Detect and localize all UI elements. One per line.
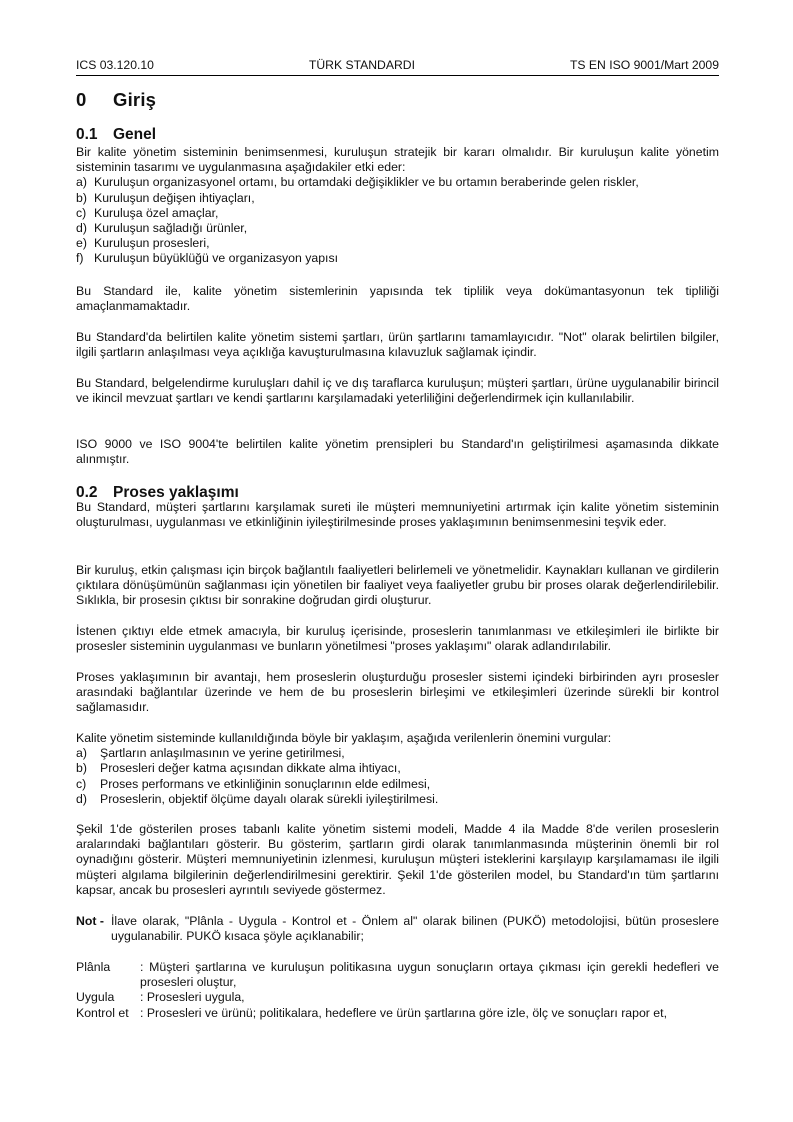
process-paragraph-5: Kalite yönetim sisteminde kullanıldığında böyle bir yaklaşım, aşağıda verilenlerin önemini vurgular: bbox=[76, 731, 612, 745]
pdca-label: Uygula bbox=[76, 990, 115, 1005]
general-paragraph-3: Bu Standard, belgelendirme kuruluşları dahil iç ve dış taraflarca kuruluşun; müşteri şartları, ürüne uygulanabilir birincil ve ikincil mevzuat şartları ve kendi şartlarını karşılamadaki yeterliliğini değerlendirmek için kullanılabilir. bbox=[76, 376, 719, 406]
list-item: b) Prosesleri değer katma açısından dikkate alma ihtiyacı, bbox=[76, 761, 401, 776]
general-intro-block bbox=[76, 145, 719, 267]
section-title: Genel bbox=[113, 126, 157, 143]
general-intro-paragraph: Bir kalite yönetim sisteminin benimsenmesi, kuruluşun stratejik bir kararı olmalıdır. Bir kuruluşun kalite yönetim sisteminin tasarımı ve uygulanmasına aşağıdakiler etki eder: bbox=[76, 145, 719, 175]
process-paragraph-2: Bir kuruluş, etkin çalışması için birçok bağlantılı faaliyetleri belirlemeli ve yönetmelidir. Kaynakları kullanan ve girdilerin çıktılara dönüşümünün sağlanması için yönetilen bir faaliyet veya faaliyetler grubu bir proses olarak değerlendirilebilir. Sıklıkla, bir prosesin çıktısı bir sonrakine doğrudan girdi oluşturur. bbox=[76, 563, 719, 608]
process-paragraph-4: Proses yaklaşımının bir avantajı, hem proseslerin oluşturduğu prosesler sistemi içindeki birbirinden ayrı prosesler arasındaki bağlantılar üzerinde ve hem de bu proseslerin birleşimi ve etkileşimleri üzerinde sürekli bir kontrol sağlamasıdır. bbox=[76, 670, 719, 715]
general-paragraph-1: Bu Standard ile, kalite yönetim sistemlerinin yapısında tek tiplilik veya dokümantasyonun tek tipliliği amaçlanmamaktadır. bbox=[76, 284, 719, 314]
note-label: Not - bbox=[76, 914, 104, 928]
list-item: a) Şartların anlaşılmasının ve yerine getirilmesi, bbox=[76, 746, 345, 761]
header-standard-name: TÜRK STANDARDI bbox=[308, 58, 415, 72]
list-item: c) Kuruluşa özel amaçlar, bbox=[76, 205, 219, 220]
list-item: f) Kuruluşun büyüklüğü ve organizasyon yapısı bbox=[76, 251, 339, 266]
pdca-label: Plânla bbox=[76, 960, 111, 974]
process-paragraph-6: Şekil 1'de gösterilen proses tabanlı kalite yönetim sistemi modeli, Madde 4 ila Madde 8'de verilen proseslerin aralarındaki bağlantıları gösterir. Bu gösterim, şartların girdi olarak tanımlanmasında müşterinin önemli bir rol oynadığını gösterir. Müşteri memnuniyetinin izlenmesi, kuruluşun müşteri isteklerini karşılayıp karşılamaması ile ilgili müşteri algılama bilgilerinin değerlendirilmesini gerektirir. Şekil 1'de gösterilen model, bu Standard'ın tüm şartlarını kapsar, ancak bu prosesleri ayrıntılı seviyede göstermez. bbox=[76, 822, 719, 897]
pdca-text: : Prosesleri uygula, bbox=[140, 990, 245, 1005]
pdca-plan bbox=[76, 960, 719, 990]
list-item: b) Kuruluşun değişen ihtiyaçları, bbox=[76, 190, 255, 205]
general-paragraph-4: ISO 9000 ve ISO 9004'te belirtilen kalite yönetim prensipleri bu Standard'ın geliştirilmesi aşamasında dikkate alınmıştır. bbox=[76, 437, 719, 467]
section-number: 0.2 bbox=[76, 484, 98, 501]
list-item: a) Kuruluşun organizasyonel ortamı, bu ortamdaki değişiklikler ve bu ortamın beraberinde gelen riskler, bbox=[76, 175, 639, 190]
header-standard-id: TS EN ISO 9001/Mart 2009 bbox=[569, 58, 719, 72]
general-paragraph-2: Bu Standard'da belirtilen kalite yönetim sistemi şartları, ürün şartlarını tamamlayıcıdır. "Not" olarak belirtilen bilgiler, ilgili şartların anlaşılması veya açıklığa kavuşturulmasına kılavuzluk sağlamak içindir. bbox=[76, 330, 719, 360]
pdca-definitions bbox=[76, 960, 719, 1021]
list-item: d) Kuruluşun sağladığı ürünler, bbox=[76, 221, 248, 236]
pdca-do bbox=[76, 990, 719, 1005]
process-paragraph-1: Bu Standard, müşteri şartlarını karşılamak sureti ile müşteri memnuniyetini artırmak için kalite yönetim sisteminin oluşturulması, uygulanması ve etkinliğinin iyileştirilmesinde proses yaklaşımının benimsenmesini teşvik eder. bbox=[76, 500, 719, 530]
page-header bbox=[76, 58, 719, 76]
section-heading-general bbox=[76, 126, 156, 144]
pdca-text: : Prosesleri ve ürünü; politikalara, hedeflere ve ürün şartlarına göre izle, ölç ve sonuçları rapor et, bbox=[140, 1005, 667, 1020]
pdca-check bbox=[76, 1006, 719, 1021]
list-item: c) Proses performans ve etkinliğinin sonuçlarının elde edilmesi, bbox=[76, 776, 431, 791]
section-title: Proses yaklaşımı bbox=[113, 484, 239, 501]
section-title: Giriş bbox=[113, 89, 157, 110]
process-paragraph-3: İstenen çıktıyı elde etmek amacıyla, bir kuruluş içerisinde, proseslerin tanımlanması ve etkileşimleri ile birlikte bir prosesler sisteminin uygulanması ve bunların yönetilmesi "proses yaklaşımı" olarak adlandırılabilir. bbox=[76, 624, 719, 654]
pdca-note bbox=[76, 914, 719, 944]
section-number: 0.1 bbox=[76, 126, 98, 143]
general-factors-list bbox=[76, 175, 719, 266]
header-ics-code: ICS 03.120.10 bbox=[76, 58, 154, 72]
process-emphasis-block bbox=[76, 731, 719, 807]
list-item: e) Kuruluşun prosesleri, bbox=[76, 236, 210, 251]
section-heading-introduction bbox=[76, 89, 156, 111]
pdca-text: : Müşteri şartlarına ve kuruluşun politikasına uygun sonuçların ortaya çıkması için gerekli hedefleri ve prosesleri oluştur, bbox=[140, 960, 719, 990]
pdca-label: Kontrol et bbox=[76, 1005, 129, 1020]
section-number: 0 bbox=[76, 89, 87, 110]
note-text: İlave olarak, "Plânla - Uygula - Kontrol et - Önlem al" olarak bilinen (PUKÖ) metodolojisi, bütün proseslere uygulanabilir. PUKÖ kısaca şöyle açıklanabilir; bbox=[111, 914, 719, 944]
process-emphasis-list bbox=[76, 746, 719, 807]
list-item: d) Proseslerin, objektif ölçüme dayalı olarak sürekli iyileştirilmesi. bbox=[76, 791, 439, 806]
